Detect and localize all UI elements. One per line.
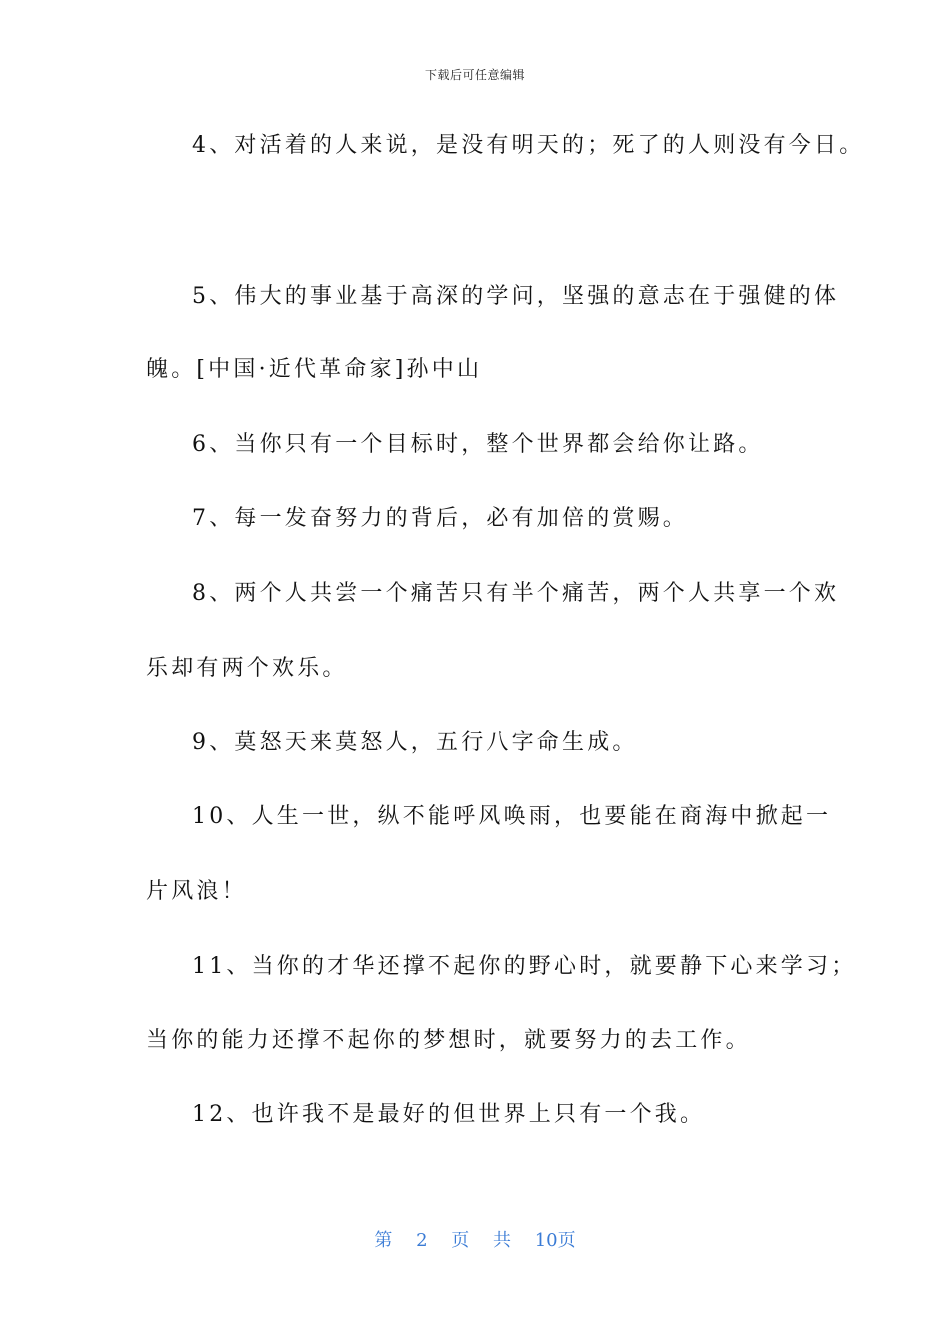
page-header: 下载后可任意编辑 <box>424 68 525 82</box>
quote-line-5b: 魄。[中国·近代革命家]孙中山 <box>146 357 483 382</box>
quote-line-8b: 乐却有两个欢乐。 <box>146 656 348 681</box>
footer-mid2: 共 <box>493 1230 511 1251</box>
page-footer <box>0 1226 950 1252</box>
footer-prefix: 第 <box>374 1230 393 1251</box>
quote-line-11a: 11、当你的才华还撑不起你的野心时，就要静下心来学习； <box>192 954 857 979</box>
quote-line-12: 12、也许我不是最好的但世界上只有一个我。 <box>192 1102 706 1127</box>
quote-line-9: 9、莫怒天来莫怒人，五行八字命生成。 <box>192 730 638 755</box>
footer-page-number: 2 <box>416 1230 428 1251</box>
quote-line-7: 7、每一发奋努力的背后，必有加倍的赏赐。 <box>192 506 688 531</box>
quote-line-11b: 当你的能力还撑不起你的梦想时，就要努力的去工作。 <box>146 1028 751 1053</box>
footer-mid1: 页 <box>451 1230 470 1251</box>
quote-line-8a: 8、两个人共尝一个痛苦只有半个痛苦，两个人共享一个欢 <box>192 581 840 606</box>
quote-line-4: 4、对活着的人来说，是没有明天的；死了的人则没有今日。 <box>192 133 865 158</box>
quote-line-10a: 10、人生一世，纵不能呼风唤雨，也要能在商海中掀起一 <box>192 804 832 829</box>
quote-line-5a: 5、伟大的事业基于高深的学问，坚强的意志在于强健的体 <box>192 284 840 309</box>
footer-total-pages: 10页 <box>534 1230 576 1251</box>
quote-line-6: 6、当你只有一个目标时，整个世界都会给你让路。 <box>192 432 764 457</box>
quote-line-10b: 片风浪！ <box>146 879 247 904</box>
